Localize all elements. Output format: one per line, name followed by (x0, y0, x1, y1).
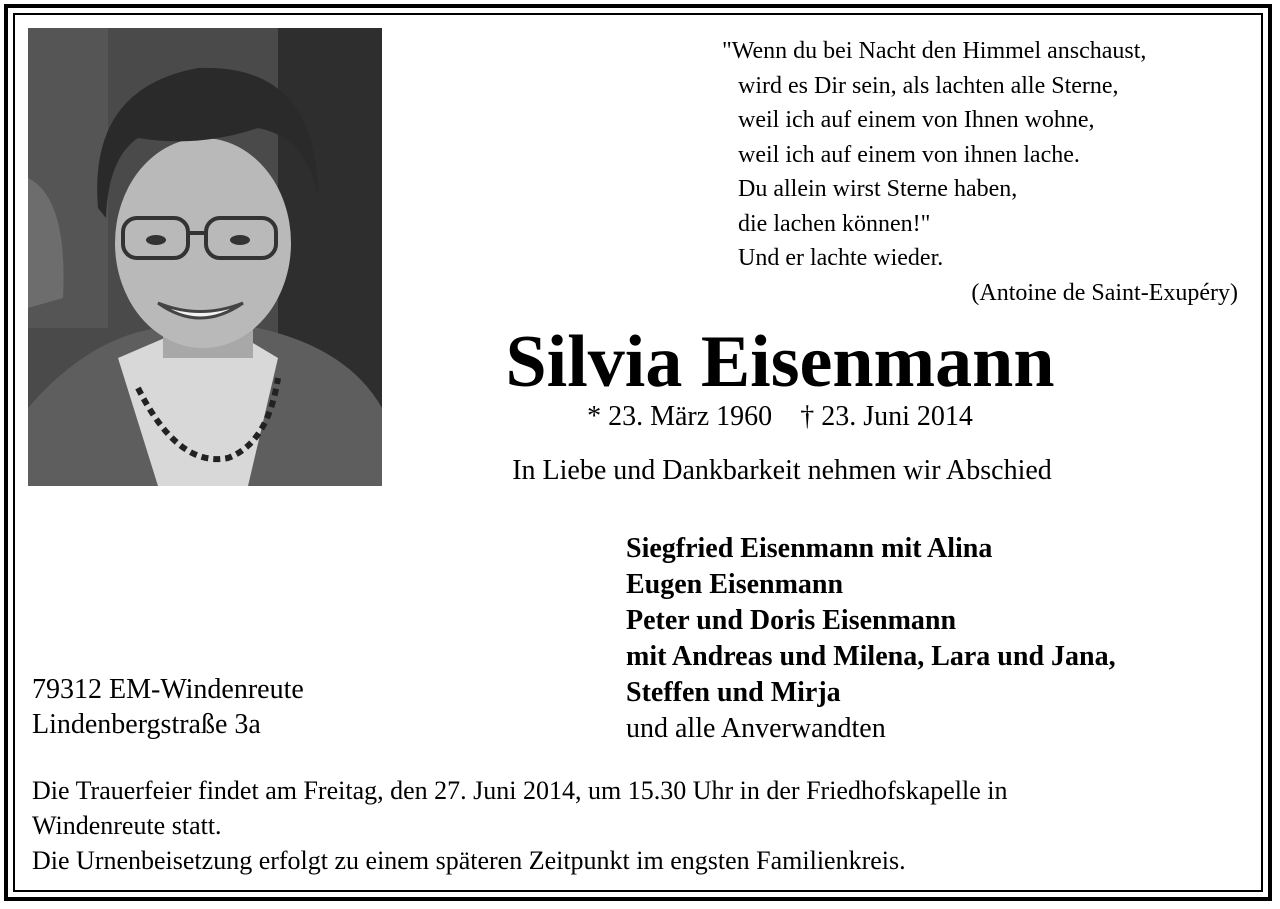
deceased-name: Silvia Eisenmann (505, 321, 1055, 403)
notice-line: Die Urnenbeisetzung erfolgt zu einem späteren Zeitpunkt im engsten Familienkreis. (32, 846, 906, 875)
quote-line: wird es Dir sein, als lachten alle Sterne, (738, 72, 1119, 99)
mourners-closing: und alle Anverwandten (626, 713, 886, 744)
quote-line: weil ich auf einem von Ihnen wohne, (738, 107, 1095, 133)
mourners-list (626, 531, 1116, 747)
notice-line: Windenreute statt. (32, 811, 222, 840)
portrait-photo (28, 28, 382, 486)
quote-line: Du allein wirst Sterne haben, (738, 176, 1018, 202)
address-street: Lindenbergstraße 3a (32, 709, 261, 740)
mourner-line: Eugen Eisenmann (626, 569, 844, 600)
mourner-line: mit Andreas und Milena, Lara und Jana, (626, 641, 1116, 672)
mourner-line: Siegfried Eisenmann mit Alina (626, 533, 993, 564)
address-city: 79312 EM-Windenreute (32, 674, 304, 705)
quote-line: "Wenn du bei Nacht den Himmel anschaust, (722, 38, 1147, 64)
quote-author: (Antoine de Saint-Exupéry) (971, 279, 1238, 306)
birth-date: * 23. März 1960 (587, 401, 773, 432)
life-dates (480, 400, 1080, 434)
quote-line: Und er lachte wieder. (738, 245, 944, 271)
quote-line: weil ich auf einem von ihnen lache. (738, 141, 1080, 168)
mourner-line: Steffen und Mirja (626, 677, 841, 708)
farewell-line: In Liebe und Dankbarkeit nehmen wir Abschied (512, 455, 1052, 486)
address-block (32, 672, 304, 742)
death-date: † 23. Juni 2014 (800, 401, 973, 432)
poem-quote (722, 34, 1252, 310)
mourner-line: Peter und Doris Eisenmann (626, 605, 957, 636)
notice-line: Die Trauerfeier findet am Freitag, den 27. Juni 2014, um 15.30 Uhr in der Friedhofskapelle in (32, 776, 1008, 805)
quote-line: die lachen können!" (738, 210, 931, 237)
funeral-notice (32, 773, 1262, 878)
